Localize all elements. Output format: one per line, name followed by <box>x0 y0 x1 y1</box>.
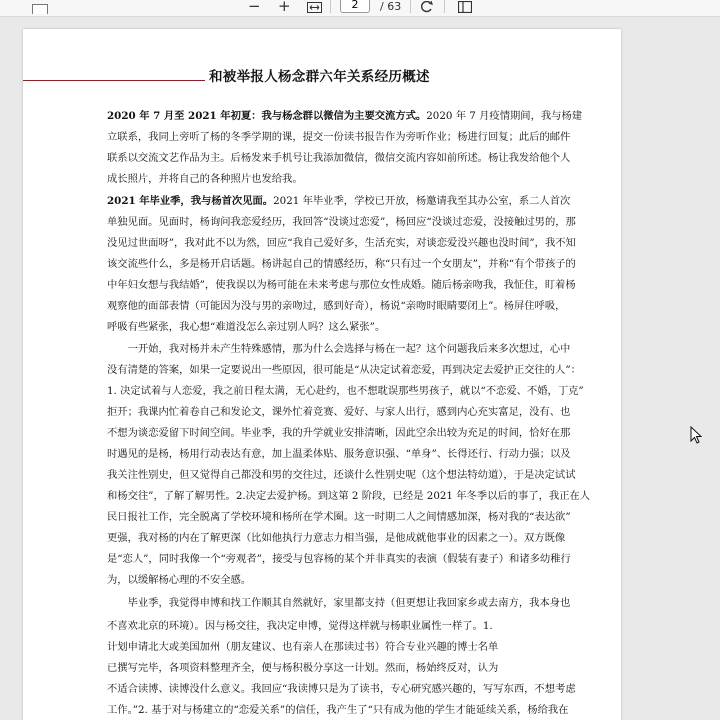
text-line <box>107 573 251 587</box>
text-line <box>107 151 570 165</box>
line-text: 工作。”2. 基于对与杨建立的“恋爱关系”的信任，我产生了“只有成为他的学生才能延续关系，杨给我在 <box>107 704 569 716</box>
mouse-cursor-icon <box>690 426 704 446</box>
document-page <box>23 29 621 720</box>
line-text: 和杨交往”，了解了解男性。2.决定去爱护杨。到这第 2 阶段，已经是 2021 年冬季以后的事了，我正在人 <box>107 490 591 502</box>
line-text: 观察他的面部表情（可能因为没与男的亲吻过，感到好奇），杨说“亲吻时眼睛要闭上”。杨屏住呼吸， <box>107 300 566 312</box>
text-line <box>107 619 493 633</box>
zoom-out-button[interactable]: − <box>248 0 261 15</box>
text-line <box>107 109 582 123</box>
page-view-icon <box>458 1 472 13</box>
document-title: 和被举报人杨念群六年关系经历概述 <box>209 69 430 85</box>
page-total-label: / 63 <box>380 0 402 13</box>
text-line <box>107 489 590 503</box>
fit-page-button[interactable] <box>307 0 322 17</box>
rotate-icon <box>421 1 435 13</box>
text-line <box>107 510 571 524</box>
line-text: 拒开；我课内忙着卷自己和发论文，课外忙着竞赛、爱好、与家人出行，感到内心充实富足，没有、也 <box>107 406 571 418</box>
text-line <box>107 320 385 334</box>
page-number-input[interactable] <box>340 0 370 13</box>
title-rule <box>23 80 205 81</box>
line-text: 1. 决定试着与人恋爱，我之前日程太满，无心赴约，也不想耽误那些男孩子，就以“不恋爱、不婚，丁克” <box>107 385 584 397</box>
line-text: 没有清楚的答案，如果一定要说出一些原因，很可能是“从决定试着恋爱，再到决定去爱护正交往的人”： <box>107 364 581 376</box>
toolbar-divider <box>444 0 445 13</box>
line-text: 2021 年毕业季，学校已开放，杨邀请我至其办公室，系二人首次 <box>273 195 571 207</box>
line-text: 为，以缓解杨心理的不安全感。 <box>107 574 252 586</box>
text-line <box>107 661 498 675</box>
sidebar-toggle-button[interactable] <box>32 4 48 14</box>
line-text: 已撰写完毕，各项资料整理齐全，便与杨积极分享这一计划。然而，杨始终反对，认为 <box>107 662 499 674</box>
text-line <box>107 640 498 654</box>
text-line <box>107 363 581 377</box>
text-line <box>107 447 571 461</box>
text-line <box>107 278 576 292</box>
text-line <box>107 552 571 566</box>
toolbar-divider <box>410 0 411 13</box>
line-text: 2020 年 7 月疫情期间，我与杨建 <box>426 110 583 122</box>
line-text: 没见过世面呀”，我对此不以为然，回应“我自己爱好多，生活充实，对谈恋爱没兴趣也没时间”，我不知 <box>107 237 576 249</box>
line-text: 毕业季，我觉得申博和找工作顺其自然就好，家里都支持（但更想让我回家乡或去南方，我本身也 <box>107 597 571 609</box>
text-line <box>107 130 570 144</box>
line-text: 成长照片，并将自己的各种照片也发给我。 <box>107 173 303 185</box>
bold-heading-text: 2020 年 7 月至 2021 年初夏：我与杨念群以微信为主要交流方式。 <box>107 110 427 122</box>
text-line <box>107 682 576 696</box>
zoom-in-button[interactable]: + <box>278 0 291 15</box>
line-text: 更强，我对杨的内在了解更深（比如他执行力意志力相当强，是他成就他事业的因素之一）。双方既像 <box>107 532 566 544</box>
text-line <box>107 257 576 271</box>
rotate-button[interactable] <box>421 0 435 17</box>
bold-heading-text: 2021 年毕业季，我与杨首次见面。 <box>107 195 274 207</box>
line-text: 呼吸有些紧张，我心想“难道没怎么亲过别人吗？这么紧张”。 <box>107 321 386 333</box>
line-text: 民日报社工作，完全脱离了学校环境和杨所在学术圈。这一时期二人之间情感加深，杨对我的“表达欲” <box>107 511 571 523</box>
line-text: 时遇见的是杨，杨用行动表达有意，加上温柔体贴、服务意识强、“单身”、长得还行、行动力强；以及 <box>107 448 571 460</box>
text-line <box>107 596 570 610</box>
text-line <box>107 426 570 440</box>
line-text: 一开始，我对杨并未产生特殊感情，那为什么会选择与杨在一起？这个问题我后来多次想过，心中 <box>107 343 571 355</box>
line-text: 是“恋人”，同时我像一个“旁观者”，接受与包容杨的某个并非真实的表演（假装有妻子）和诸多幼稚行 <box>107 553 571 565</box>
fit-width-icon <box>307 2 322 13</box>
line-text: 我关注性别史，但又觉得自己都没和男的交往过，还谈什么性别史呢（这个想法特幼道），于是决定试试 <box>107 469 576 481</box>
line-text: 不想为谈恋爱留下时间空间。毕业季，我的升学就业安排清晰，因此空余出较为充足的时间，恰好在那 <box>107 427 571 439</box>
text-line <box>107 194 570 208</box>
page-view-button[interactable] <box>458 0 472 17</box>
line-text: 不适合读博、读博没什么意义。我回应“我读博只是为了读书，专心研究感兴趣的，写写东西，不想考虑 <box>107 683 576 695</box>
line-text: 中年妇女想与我结婚”，使我误以为杨可能在未来考虑与那位女性成婚。随后杨亲吻我，我怔住，盯着杨 <box>107 279 576 291</box>
text-line <box>107 468 576 482</box>
text-line <box>107 342 570 356</box>
text-line <box>107 531 565 545</box>
line-text: 单独见面。见面时，杨询问我恋爱经历，我回答“没谈过恋爱”，杨回应“没谈过恋爱，没接触过男的，那 <box>107 216 576 228</box>
text-line <box>107 703 568 717</box>
text-line <box>107 299 565 313</box>
line-text: 立联系，我同上旁听了杨的冬季学期的课，提交一份读书报告作为旁听作业；杨进行回复；此后的邮件 <box>107 131 571 143</box>
toolbar-divider <box>330 0 331 13</box>
text-line <box>107 215 576 229</box>
text-line <box>107 384 584 398</box>
line-text: 不喜欢北京的环境）。因与杨交往，我决定申博，觉得这样就与杨职业属性一样了。1. <box>107 620 493 632</box>
line-text: 联系以交流文艺作品为主。后杨发来手机号让我添加微信，微信交流内容如前所述。杨让我发给他个人 <box>107 152 571 164</box>
text-line <box>107 405 570 419</box>
line-text: 计划申请北大或美国加州（朋友建议、也有亲人在那读过书）符合专业兴趣的博士名单 <box>107 641 499 653</box>
line-text: 该交流些什么，多是杨开启话题。杨讲起自己的情感经历，称“只有过一个女朋友”，并称“有个带孩子的 <box>107 258 576 270</box>
pdf-toolbar <box>0 0 720 17</box>
text-line <box>107 236 576 250</box>
text-line <box>107 172 303 186</box>
